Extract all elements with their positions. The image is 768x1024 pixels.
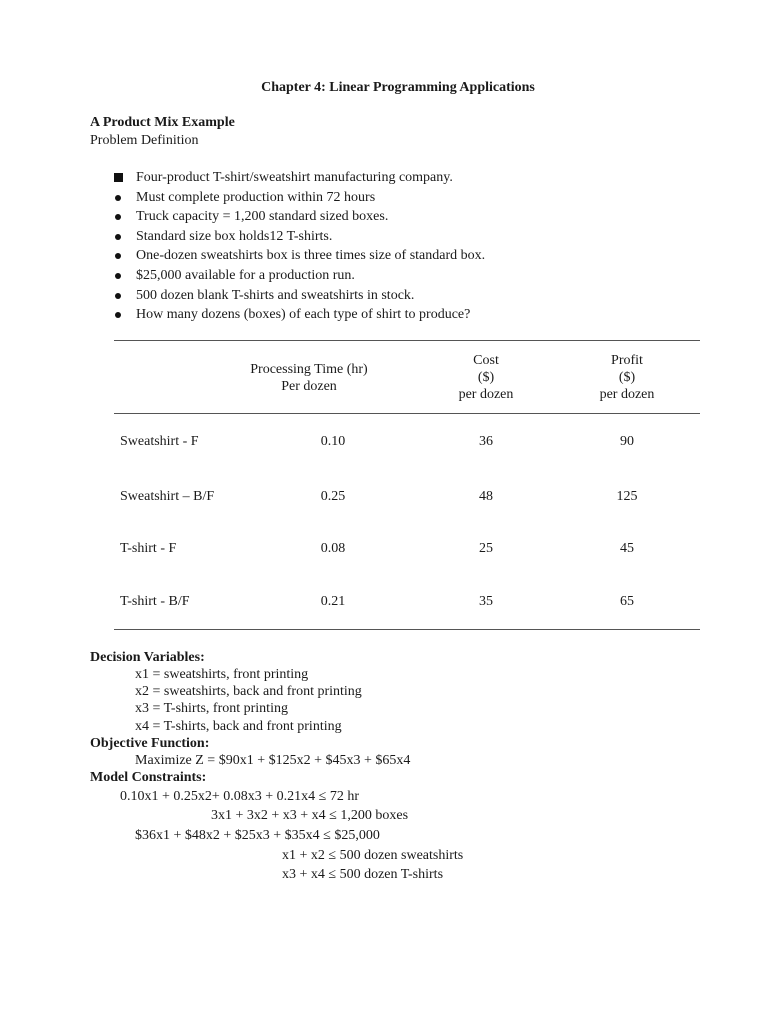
table-cell-time: 0.21 [320,594,346,609]
list-item [112,188,485,208]
header-line: per dozen [458,387,514,402]
table-cell-profit: 65 [620,594,634,609]
dot-bullet-icon [115,195,121,201]
bullet-text: One-dozen sweatshirts box is three times size of standard box. [136,248,486,264]
table-cell-time: 0.25 [320,489,346,504]
subsection-title: Problem Definition [90,133,199,148]
table-cell-product: Sweatshirt - F [120,434,199,449]
table-cell-profit: 125 [616,489,638,504]
list-item [112,246,485,266]
constraint-line: $36x1 + $48x2 + $25x3 + $35x4 ≤ $25,000 [135,828,380,843]
constraint-line: x1 + x2 ≤ 500 dozen sweatshirts [282,848,464,863]
section-title: A Product Mix Example [90,115,235,130]
table-cell-time: 0.10 [320,434,346,449]
header-line: Per dozen [281,379,337,394]
bullet-text: Standard size box holds12 T-shirts. [136,228,333,244]
table-cell-cost: 35 [479,594,493,609]
table-cell-profit: 45 [620,541,634,556]
table-cell-cost: 48 [479,489,493,504]
decision-variable-line: x4 = T-shirts, back and front printing [135,719,342,734]
bullet-text: How many dozens (boxes) of each type of shirt to produce? [136,307,471,323]
table-cell-product: T-shirt - B/F [120,594,190,609]
objective-function-text: Maximize Z = $90x1 + $125x2 + $45x3 + $65x4 [135,753,411,768]
list-item [112,286,485,306]
table-cell-product: Sweatshirt – B/F [120,489,215,504]
square-bullet-icon [114,173,123,182]
decision-variables-label: Decision Variables: [90,650,205,665]
header-line: Profit [611,353,643,368]
table-cell-time: 0.08 [320,541,346,556]
bullet-text: Truck capacity = 1,200 standard sized boxes. [136,209,389,225]
header-cost [436,352,536,403]
objective-function-label: Objective Function: [90,736,210,751]
decision-variable-line: x2 = sweatshirts, back and front printing [135,684,362,699]
list-item [112,227,485,247]
bullet-text: Must complete production within 72 hours [136,189,376,205]
bullet-text: $25,000 available for a production run. [136,267,355,283]
table-top-rule [114,340,700,341]
header-line: ($) [618,370,636,385]
problem-bullet-list [112,168,485,325]
table-cell-product: T-shirt - F [120,541,177,556]
bullet-text: 500 dozen blank T-shirts and sweatshirts in stock. [136,287,415,303]
table-bottom-rule [114,629,700,630]
header-line: per dozen [599,387,655,402]
dot-bullet-icon [115,253,121,259]
model-constraints-label: Model Constraints: [90,770,207,785]
dot-bullet-icon [115,293,121,299]
list-item [112,207,485,227]
header-line: Processing Time (hr) [250,362,368,377]
dot-bullet-icon [115,234,121,240]
list-item [112,266,485,286]
decision-variable-line: x1 = sweatshirts, front printing [135,667,309,682]
header-line: Cost [473,353,499,368]
dot-bullet-icon [115,214,121,220]
header-processing-time [243,361,375,395]
dot-bullet-icon [115,273,121,279]
bullet-text: Four-product T-shirt/sweatshirt manufacturing company. [136,170,453,185]
table-cell-cost: 36 [479,434,493,449]
constraint-line: 3x1 + 3x2 + x3 + x4 ≤ 1,200 boxes [211,808,409,823]
table-cell-profit: 90 [620,434,634,449]
chapter-title: Chapter 4: Linear Programming Applications [261,80,535,95]
table-cell-cost: 25 [479,541,493,556]
header-line: ($) [477,370,495,385]
list-item [112,168,485,188]
decision-variable-line: x3 = T-shirts, front printing [135,701,288,716]
table-header-rule [114,413,700,414]
header-profit [577,352,677,403]
constraint-line: 0.10x1 + 0.25x2+ 0.08x3 + 0.21x4 ≤ 72 hr [120,789,360,804]
constraint-line: x3 + x4 ≤ 500 dozen T-shirts [282,867,444,882]
list-item [112,305,485,325]
dot-bullet-icon [115,312,121,318]
